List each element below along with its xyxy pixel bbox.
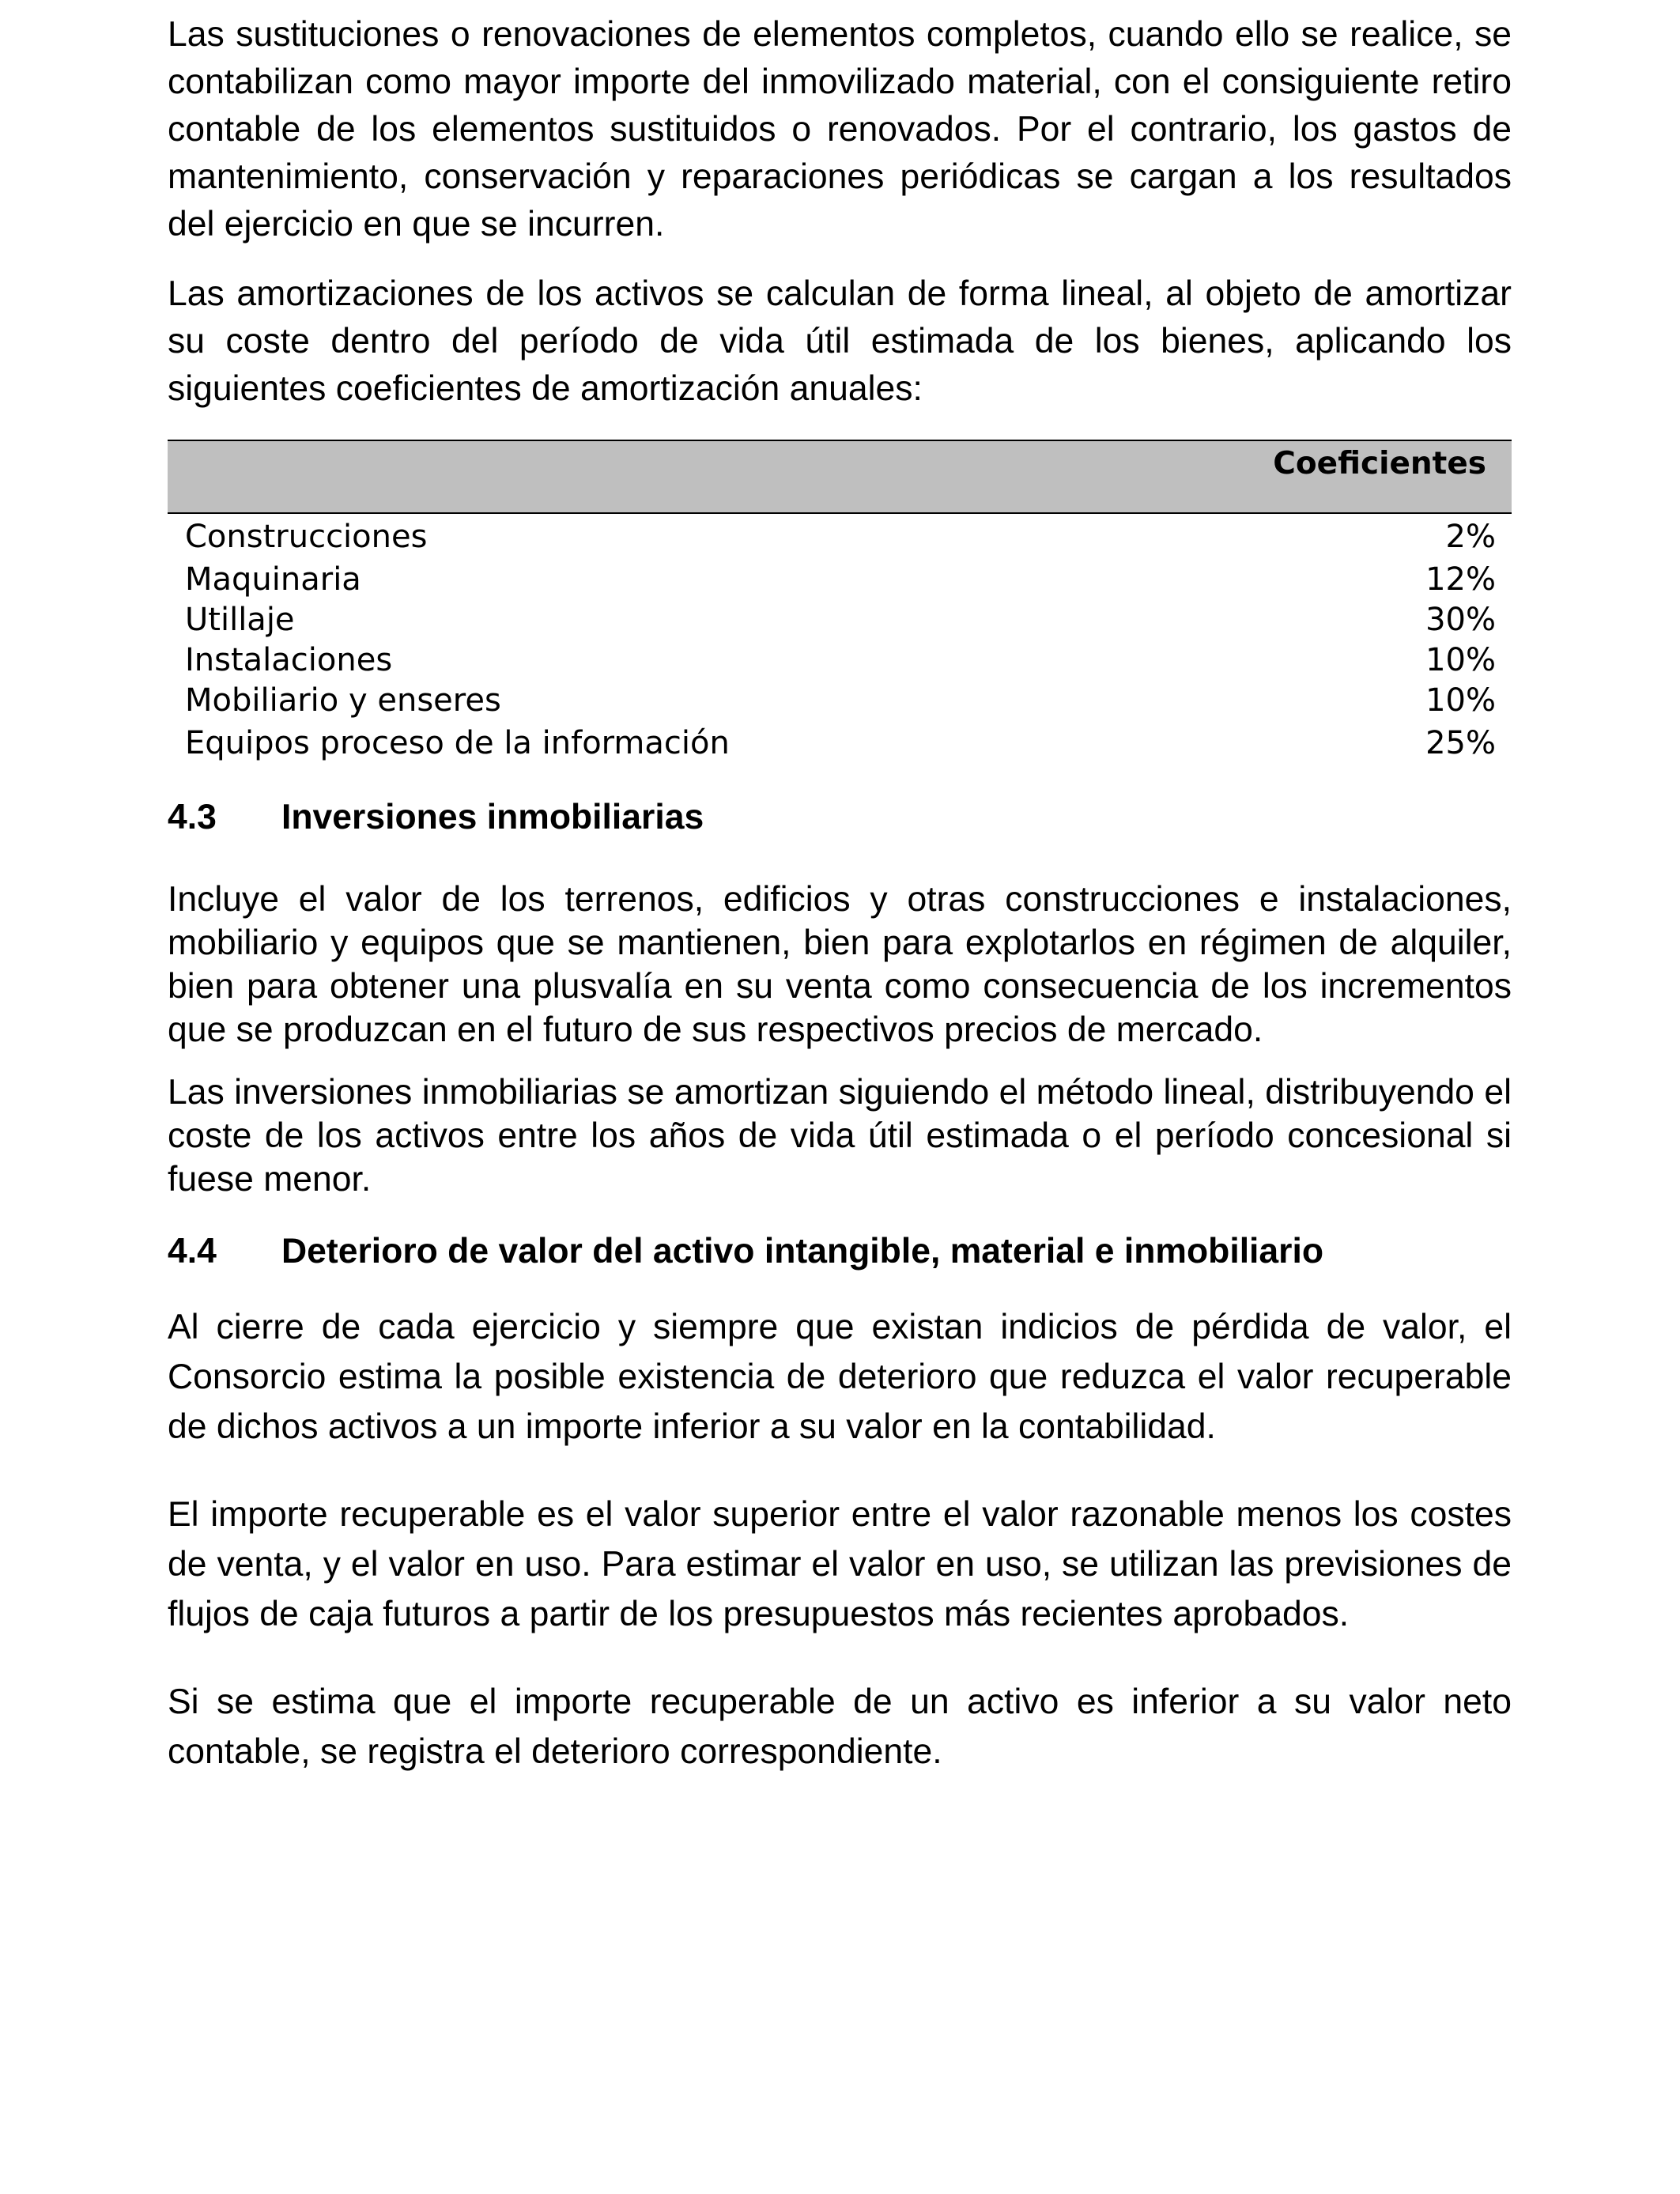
table-row <box>168 721 1512 765</box>
section-title: Deterioro de valor del activo intangible, material e inmobiliario <box>281 1232 1324 1271</box>
row-value: 10% <box>1425 682 1496 719</box>
table-header-spacer <box>168 440 1111 513</box>
row-label: Mobiliario y enseres <box>185 682 501 719</box>
row-value: 25% <box>1425 725 1496 761</box>
row-label: Equipos proceso de la información <box>185 725 730 761</box>
paragraph-inversiones-amortizacion: Las inversiones inmobiliarias se amortizan siguiendo el método lineal, distribuyendo el coste de los activos entre los años de vida útil estimada o el período concesional si fuese menor. <box>168 1073 1512 1199</box>
paragraph-deterioro-cierre: Al cierre de cada ejercicio y siempre que existan indicios de pérdida de valor, el Consorcio estima la posible existencia de deterioro que reduzca el valor recuperable de dichos activos a un importe inferior a su valor en la contabilidad. <box>168 1308 1512 1446</box>
section-number: 4.3 <box>168 798 217 836</box>
row-label: Instalaciones <box>185 642 393 678</box>
table-row <box>168 640 1512 681</box>
paragraph-inversiones-definicion: Incluye el valor de los terrenos, edificios y otras construcciones e instalaciones, mobiliario y equipos que se mantienen, bien para explotarlos en régimen de alquiler, bien para obtener una plusvalía en su venta como consecuencia de los incrementos que se produzcan en el futuro de sus respectivos precios de mercado. <box>168 880 1512 1049</box>
section-number: 4.4 <box>168 1232 217 1271</box>
table-row <box>168 513 1512 560</box>
row-value: 2% <box>1445 519 1496 555</box>
paragraph-sustituciones: Las sustituciones o renovaciones de elementos completos, cuando ello se realice, se contabilizan como mayor importe del inmovilizado material, con el consiguiente retiro contable de los elementos sustituidos o renovados. Por el contrario, los gastos de mantenimiento, conservación y reparaciones periódicas se cargan a los resultados del ejercicio en que se incurren. <box>168 15 1512 244</box>
table-row <box>168 681 1512 721</box>
paragraph-registro-deterioro: Si se estima que el importe recuperable de un activo es inferior a su valor neto contable, se registra el deterioro correspondiente. <box>168 1682 1512 1771</box>
row-value: 10% <box>1425 642 1496 678</box>
section-title: Inversiones inmobiliarias <box>281 798 704 836</box>
row-value: 30% <box>1425 602 1496 638</box>
table-header-coeficientes: Coeficientes <box>1111 440 1512 513</box>
table-header-row <box>168 440 1512 513</box>
row-label: Construcciones <box>185 519 428 555</box>
table-row <box>168 560 1512 600</box>
row-label: Maquinaria <box>185 561 361 598</box>
paragraph-amortizaciones: Las amortizaciones de los activos se calculan de forma lineal, al objeto de amortizar su coste dentro del período de vida útil estimada de los bienes, aplicando los siguientes coeficientes de amortización anuales: <box>168 274 1512 408</box>
row-value: 12% <box>1425 561 1496 598</box>
section-heading-4-4 <box>168 1228 1512 1275</box>
depreciation-coefficients-table <box>168 440 1512 765</box>
row-label: Utillaje <box>185 602 295 638</box>
paragraph-importe-recuperable: El importe recuperable es el valor superior entre el valor razonable menos los costes de venta, y el valor en uso. Para estimar el valor en uso, se utilizan las previsiones de flujos de caja futuros a partir de los presupuestos más recientes aprobados. <box>168 1495 1512 1633</box>
section-heading-4-3 <box>168 794 1512 841</box>
table-row <box>168 600 1512 640</box>
document-page <box>168 11 1512 1777</box>
